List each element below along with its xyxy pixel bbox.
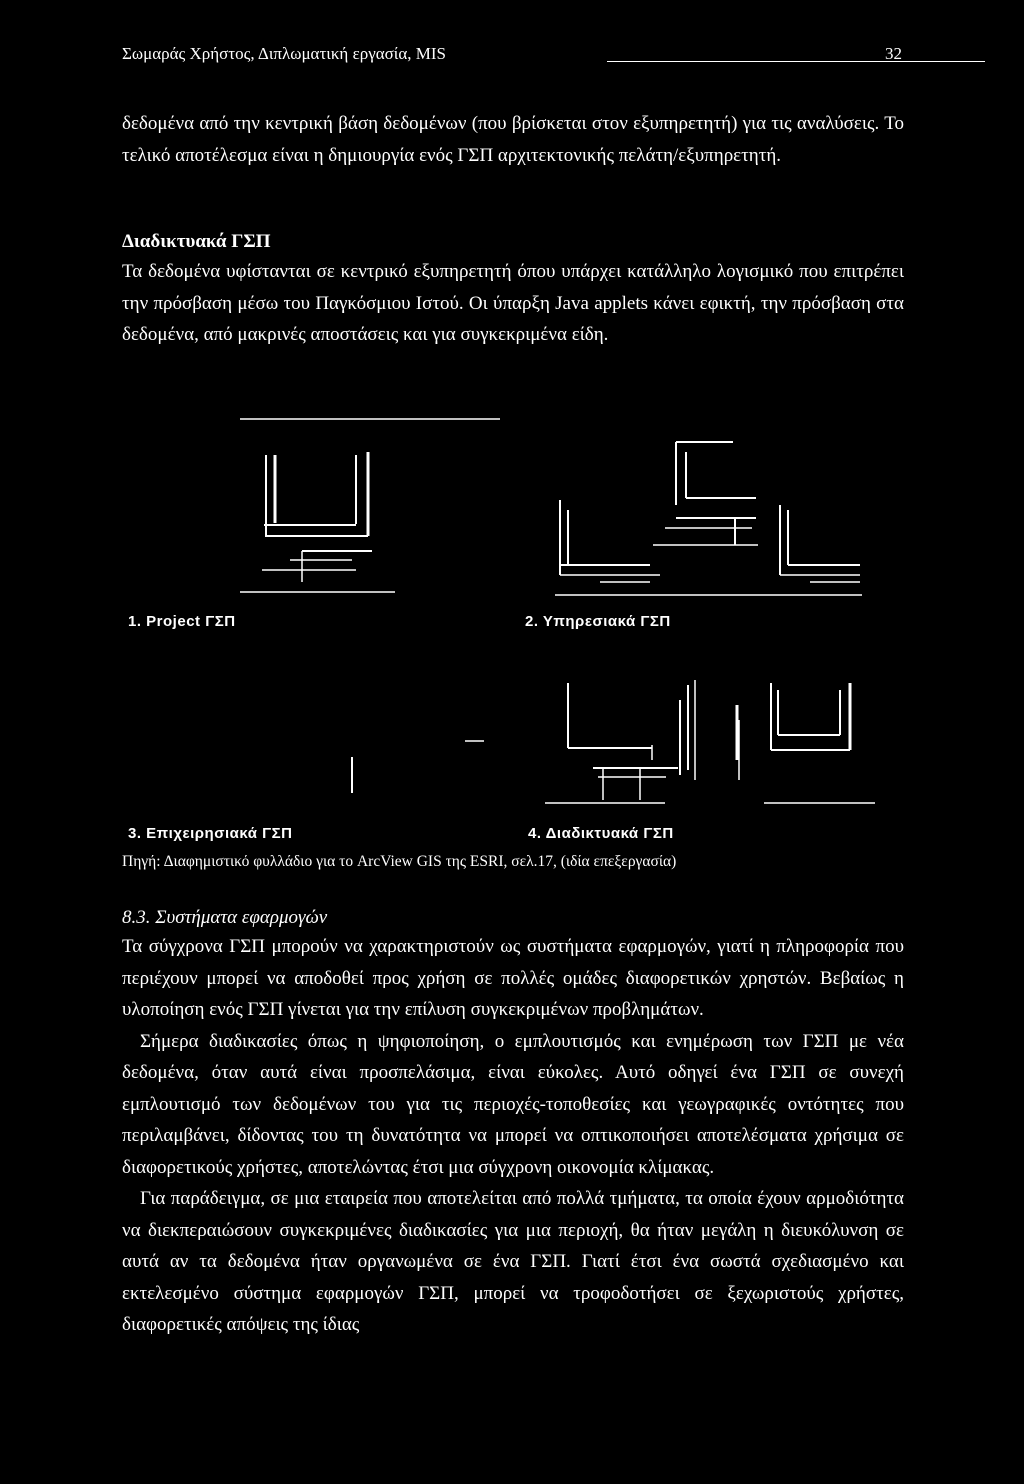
caption-1: 1. Project ΓΣΠ [128, 613, 236, 630]
header-rule [607, 61, 985, 62]
body-paragraph-1: Τα σύγχρονα ΓΣΠ μπορούν να χαρακτηριστούν ως συστήματα εφαρμογών, γιατί η πληροφορία που περιέχουν μπορεί να αποδοθεί προς χρήση σε πολλές ομάδες διαφορετικών χρηστών. Βεβαίως η υλοποίηση ενός ΓΣΠ γίνεται για την επίλυση συγκεκριμένων προβλημάτων. [122, 936, 904, 1020]
panel-1-drawing [240, 452, 395, 592]
panel-2-drawing [555, 442, 862, 595]
caption-2: 2. Υπηρεσιακά ΓΣΠ [525, 613, 671, 630]
header-title: Σωμαράς Χρήστος, Διπλωματική εργασία, MIS [122, 44, 446, 63]
section-heading: Διαδικτυακά ΓΣΠ [122, 231, 271, 252]
caption-3: 3. Επιχειρησιακά ΓΣΠ [128, 825, 293, 842]
intro-paragraph [122, 108, 904, 171]
panel-3-drawing [352, 741, 484, 793]
page-number: 32 [885, 44, 902, 63]
body-paragraphs [122, 931, 904, 1341]
section-text: Τα δεδομένα υφίστανται σε κεντρικό εξυπηρετητή όπου υπάρχει κατάλληλο λογισμικό που επιτρέπει την πρόσβαση μέσω του Παγκόσμιου Ιστού. Οι ύπαρξη Java applets κάνει εφικτή, την πρόσβαση στα δεδομένα, από μακρινές αποστάσεις και για συγκεκριμένα είδη. [122, 261, 904, 345]
intro-text: δεδομένα από την κεντρική βάση δεδομένων (που βρίσκεται στον εξυπηρετητή) για τις αναλύσεις. Το τελικό αποτέλεσμα είναι η δημιουργία ενός ΓΣΠ αρχιτεκτονικής πελάτη/εξυπηρετητή. [122, 113, 904, 166]
panel-4-drawing [545, 680, 875, 803]
body-paragraph-2: Σήμερα διαδικασίες όπως η ψηφιοποίηση, ο εμπλουτισμός και ενημέρωση των ΓΣΠ με νέα δεδομένα, όταν αυτά είναι προσπελάσιμα, είναι εύκολες. Αυτό οδηγεί ένα ΓΣΠ σε συνεχή εμπλουτισμό των δεδομένων του για τις περιοχές-τοποθεσίες και γεωγραφικές οντότητες που περιλαμβάνει, δίδοντας του τη δυνατότητα να μπορεί να οπτικοποιήσει αποτελέσματα χρήσιμα σε διαφορετικούς χρήστες, αποτελώντας έτσι μια σύγχρονη οικονομία κλίμακας. [122, 1030, 904, 1178]
section-paragraph [122, 256, 904, 351]
figure-source: Πηγή: Διαφημιστικό φυλλάδιο για το ArcView GIS της ESRI, σελ.17, (ιδία επεξεργασία) [122, 853, 677, 870]
body-paragraph-3: Για παράδειγμα, σε μια εταιρεία που αποτελείται από πολλά τμήματα, τα οποία έχουν αρμοδιότητα να διεκπεραιώσουν συγκεκριμένες διαδικασίες για μια περιοχή, θα ήταν μεγάλη η διευκόλυνση σε αυτά αν τα δεδομένα ήταν οργανωμένα σε ένα ΓΣΠ. Γιατί έτσι ένα σωστά σχεδιασμένο και εκτελεσμένο σύστημα εφαρμογών ΓΣΠ, μπορεί να τροφοδοτήσει σε ξεχωριστούς χρήστες, διαφορετικές απόψεις της ίδιας [122, 1188, 904, 1335]
caption-4: 4. Διαδικτυακά ΓΣΠ [528, 825, 674, 842]
page-header [122, 40, 902, 70]
subsection-heading: 8.3. Συστήματα εφαρμογών [122, 907, 328, 928]
gis-types-figure [0, 400, 1024, 820]
